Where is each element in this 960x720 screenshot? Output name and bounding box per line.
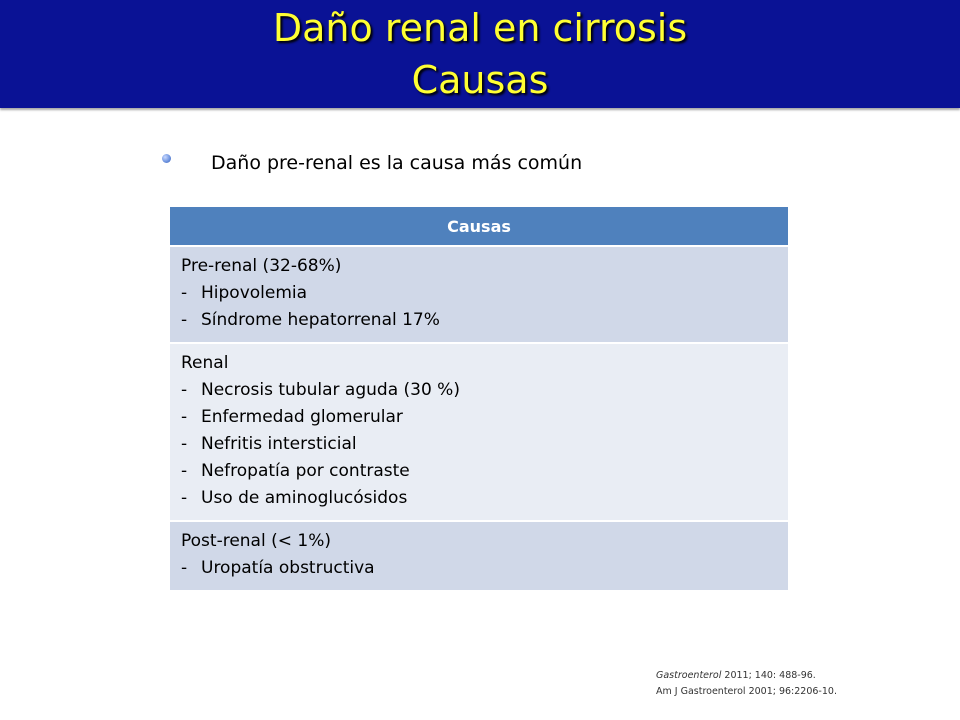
reference-2: Am J Gastroenterol 2001; 96:2206-10. [656,686,837,697]
table-row-postrenal [170,521,788,591]
group-title-renal: Renal [181,353,229,373]
list-item: - Enfermedad glomerular [181,407,403,427]
list-item: - Síndrome hepatorrenal 17% [181,310,440,330]
list-item: - Necrosis tubular aguda (30 %) [181,380,460,400]
table-cell [170,246,788,343]
table-row-prerenal [170,246,788,343]
table-cell [170,521,788,591]
reference-1 [656,668,837,684]
table-row-renal [170,343,788,521]
list-item: - Hipovolemia [181,283,308,303]
list-item: - Uso de aminoglucósidos [181,488,408,508]
reference-1-details: 2011; 140: 488-96. [724,670,816,681]
table-header: Causas [170,207,788,246]
table-cell [170,343,788,521]
group-title-postrenal: Post-renal (< 1%) [181,531,331,551]
list-item: - Uropatía obstructiva [181,558,375,578]
slide-title: Daño renal en cirrosis [272,6,688,50]
slide-subtitle: Causas [411,58,549,102]
reference-1-journal: Gastroenterol [656,670,722,681]
bullet-text: Daño pre-renal es la causa más común [211,152,583,174]
title-banner [0,0,960,108]
group-title-prerenal: Pre-renal (32-68%) [181,256,342,276]
list-item: - Nefritis intersticial [181,434,357,454]
list-item: - Nefropatía por contraste [181,461,410,481]
references [656,668,837,700]
bullet-dot-icon [162,154,171,163]
causes-table [170,207,788,592]
